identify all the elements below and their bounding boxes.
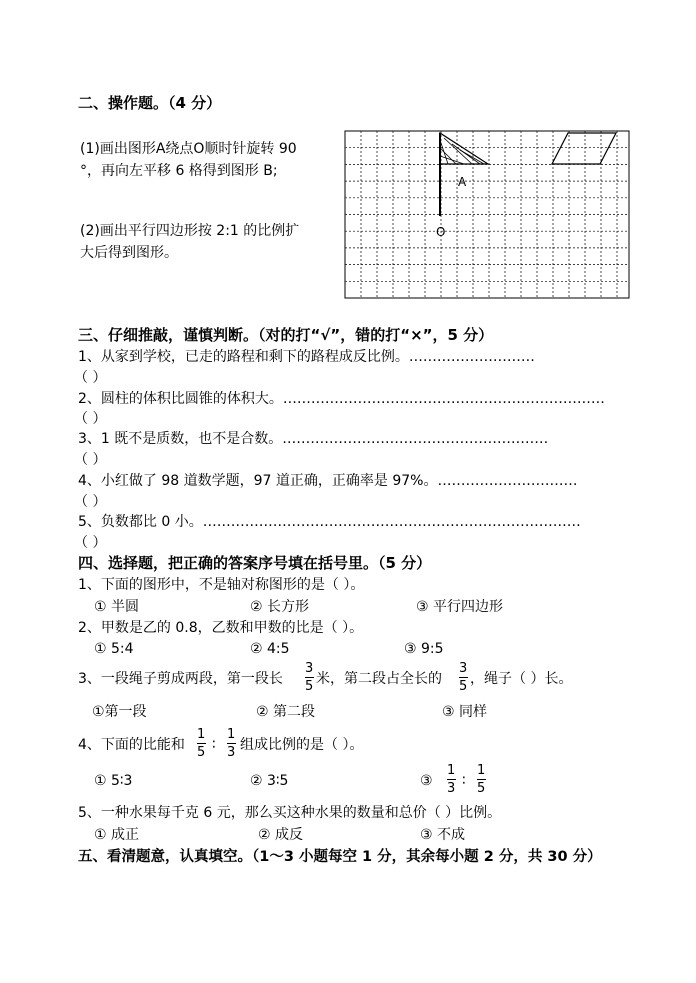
option-3-colon: ∶ <box>462 773 466 789</box>
judge-item-3: 3、1 既不是质数，也不是合数。………………………………………………… <box>78 431 549 447</box>
choice-q2-stem: 2、甲数是乙的 0.8，乙数和甲数的比是（ ）。 <box>78 620 364 636</box>
fraction-1-3: 1 3 <box>227 727 236 760</box>
judge-answer-5[interactable]: （ ） <box>74 535 107 551</box>
choice-q3-option-1[interactable]: ①第一段 <box>92 704 147 720</box>
choice-q5-option-3[interactable]: ③ 不成 <box>420 827 466 843</box>
judge-answer-3[interactable]: （ ） <box>74 452 107 468</box>
triangle-shape-a <box>440 133 488 164</box>
fraction-1-5: 1 5 <box>197 727 206 760</box>
judge-answer-1[interactable]: （ ） <box>74 370 107 386</box>
choice-q5-stem: 5、一种水果每千克 6 元，那么买这种水果的数量和总价（ ）比例。 <box>78 805 502 821</box>
section-2-title: 二、操作题。（4 分） <box>78 94 222 112</box>
choice-q4-stem-part2: 组成比例的是（ ）。 <box>240 737 364 753</box>
label-o: O <box>436 225 446 239</box>
label-a: A <box>458 175 467 189</box>
choice-q1-option-1[interactable]: ① 半圆 <box>94 599 140 615</box>
sec2-q2-line2: 大后得到图形。 <box>80 245 178 261</box>
judge-answer-4[interactable]: （ ） <box>74 494 107 510</box>
option-3-marker: ③ <box>420 773 433 789</box>
sec2-q1-line1: (1)画出图形A绕点O顺时针旋转 90 <box>80 141 297 157</box>
sec2-q1-line2: °，再向左平移 6 格得到图形 B; <box>80 163 278 179</box>
option-3-fraction-1-5: 1 5 <box>477 763 486 796</box>
choice-q2-option-3[interactable]: ③ 9:5 <box>404 641 444 657</box>
choice-q1-option-2[interactable]: ② 长方形 <box>250 599 310 615</box>
choice-q2-option-2[interactable]: ② 4:5 <box>250 641 290 657</box>
section-3-title: 三、仔细推敲，谨慎判断。（对的打“√”，错的打“×”，5 分） <box>78 326 494 344</box>
judge-item-4: 4、小红做了 98 道数学题，97 道正确，正确率是 97%。………………………… <box>78 473 578 489</box>
choice-q2-option-1[interactable]: ① 5:4 <box>94 641 134 657</box>
judge-item-2: 2、圆柱的体积比圆锥的体积大。…………………………………………………………… <box>78 391 605 407</box>
choice-q5-option-2[interactable]: ② 成反 <box>258 827 304 843</box>
choice-q1-stem: 1、下面的图形中，不是轴对称图形的是（ ）。 <box>78 577 365 593</box>
choice-q3-stem-part3: ，绳子（ ）长。 <box>470 671 573 687</box>
judge-item-5: 5、负数都比 0 小。……………………………………………………………………… <box>78 514 581 530</box>
choice-q4-option-1[interactable]: ① 5∶3 <box>94 773 133 789</box>
fraction-3-5-portion: 3 5 <box>459 661 468 694</box>
sec2-q2-line1: (2)画出平行四边形按 2:1 的比例扩 <box>80 223 300 239</box>
parallelogram-shape <box>552 133 616 164</box>
choice-q1-option-3[interactable]: ③ 平行四边形 <box>416 599 504 615</box>
ratio-colon: ∶ <box>212 737 216 753</box>
choice-q3-stem-part2: 米，第二段占全长的 <box>316 671 442 687</box>
section-4-title: 四、选择题，把正确的答案序号填在括号里。（5 分） <box>78 554 432 572</box>
grid-lines <box>345 131 629 298</box>
section-5-title: 五、看清题意，认真填空。（1～3 小题每空 1 分，其余每小题 2 分，共 30 分） <box>78 849 602 865</box>
choice-q4-stem-part1: 4、下面的比能和 <box>78 737 185 753</box>
choice-q5-option-1[interactable]: ① 成正 <box>94 827 140 843</box>
choice-q3-option-3[interactable]: ③ 同样 <box>442 704 488 720</box>
judge-item-1: 1、从家到学校，已走的路程和剩下的路程成反比例。……………………… <box>78 349 535 365</box>
option-3-fraction-1-3: 1 3 <box>447 763 456 796</box>
choice-q4-option-2[interactable]: ② 3∶5 <box>250 773 289 789</box>
choice-q3-stem-part1: 3、一段绳子剪成两段，第一段长 <box>78 671 283 687</box>
judge-answer-2[interactable]: （ ） <box>74 411 107 427</box>
fraction-3-5-meter: 3 5 <box>305 661 314 694</box>
triangle-hatching <box>440 138 484 164</box>
choice-q3-option-2[interactable]: ② 第二段 <box>256 704 316 720</box>
grid-figure <box>344 130 630 299</box>
